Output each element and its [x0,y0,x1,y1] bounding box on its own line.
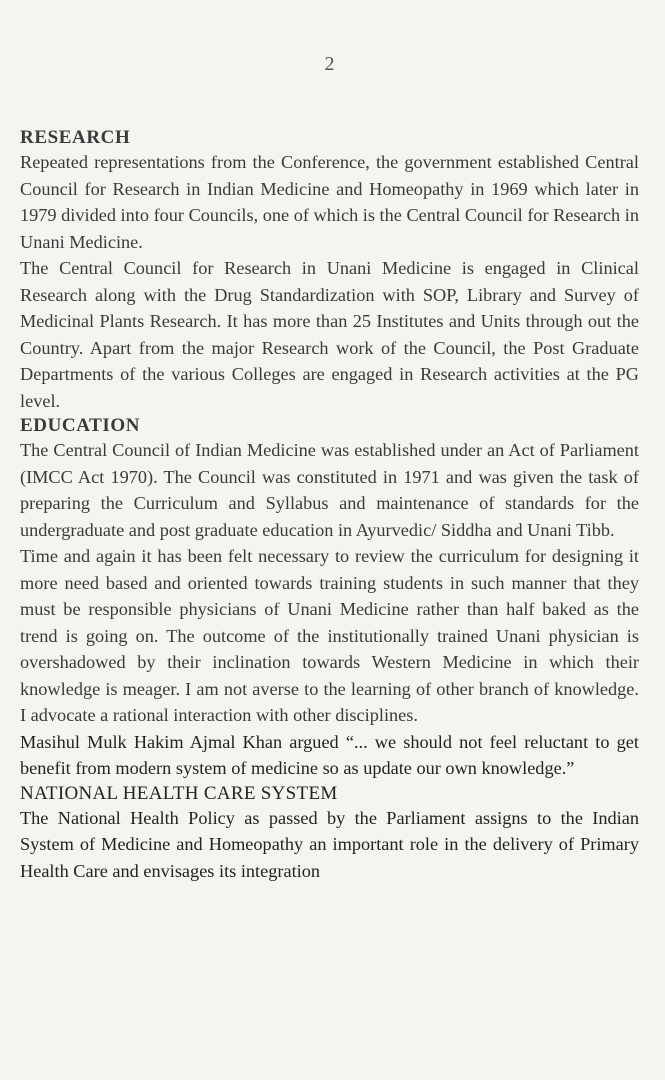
research-paragraph-1: Repeated representations from the Conference, the government established Central Council for Research in Indian Medicine and Homeopathy in 1969 which later in 1979 divided into four Councils, one of which is the Central Council for Research in Unani Medicine. [20,152,639,252]
section-heading-education: EDUCATION [20,415,141,436]
section-heading-research: RESEARCH [20,127,131,148]
education-paragraph-1: The Central Council of Indian Medicine was established under an Act of Parliament (IMCC Act 1970). The Council was constituted in 1971 and was given the task of preparing the Curriculum and Syllabus and maintenance of standards for the undergraduate and post graduate education in Ayurvedic/ Siddha and Unani Tibb. [20,440,639,540]
page-number: 2 [324,53,335,75]
national-health-paragraph-1: The National Health Policy as passed by the Parliament assigns to the Indian System of Medicine and Homeopathy an important role in the delivery of Primary Health Care and envisages its integration [20,807,639,881]
section-heading-national-health-care: NATIONAL HEALTH CARE SYSTEM [20,782,338,804]
education-paragraph-2: Time and again it has been felt necessary to review the curriculum for designing it more need based and oriented towards training students in such manner that they must be responsible physicians of Unani Medicine rather than half baked as the trend is going on. The outcome of the institutionally trained Unani physician is overshadowed by their inclination towards Western Medicine in which their knowledge is meager. I am not averse to the learning of other branch of knowledge. I advocate a rational interaction with other disciplines. [20,546,639,725]
education-quote-paragraph: Masihul Mulk Hakim Ajmal Khan argued “... we should not feel reluctant to get benefit from modern system of medicine so as update our own knowledge.” [20,731,639,778]
research-paragraph-2: The Central Council for Research in Unani Medicine is engaged in Clinical Research along with the Drug Standardization with SOP, Library and Survey of Medicinal Plants Research. It has more than 25 Institutes and Units through out the Country. Apart from the major Research work of the Council, the Post Graduate Departments of the various Colleges are engaged in Research activities at the PG level. [20,258,639,411]
